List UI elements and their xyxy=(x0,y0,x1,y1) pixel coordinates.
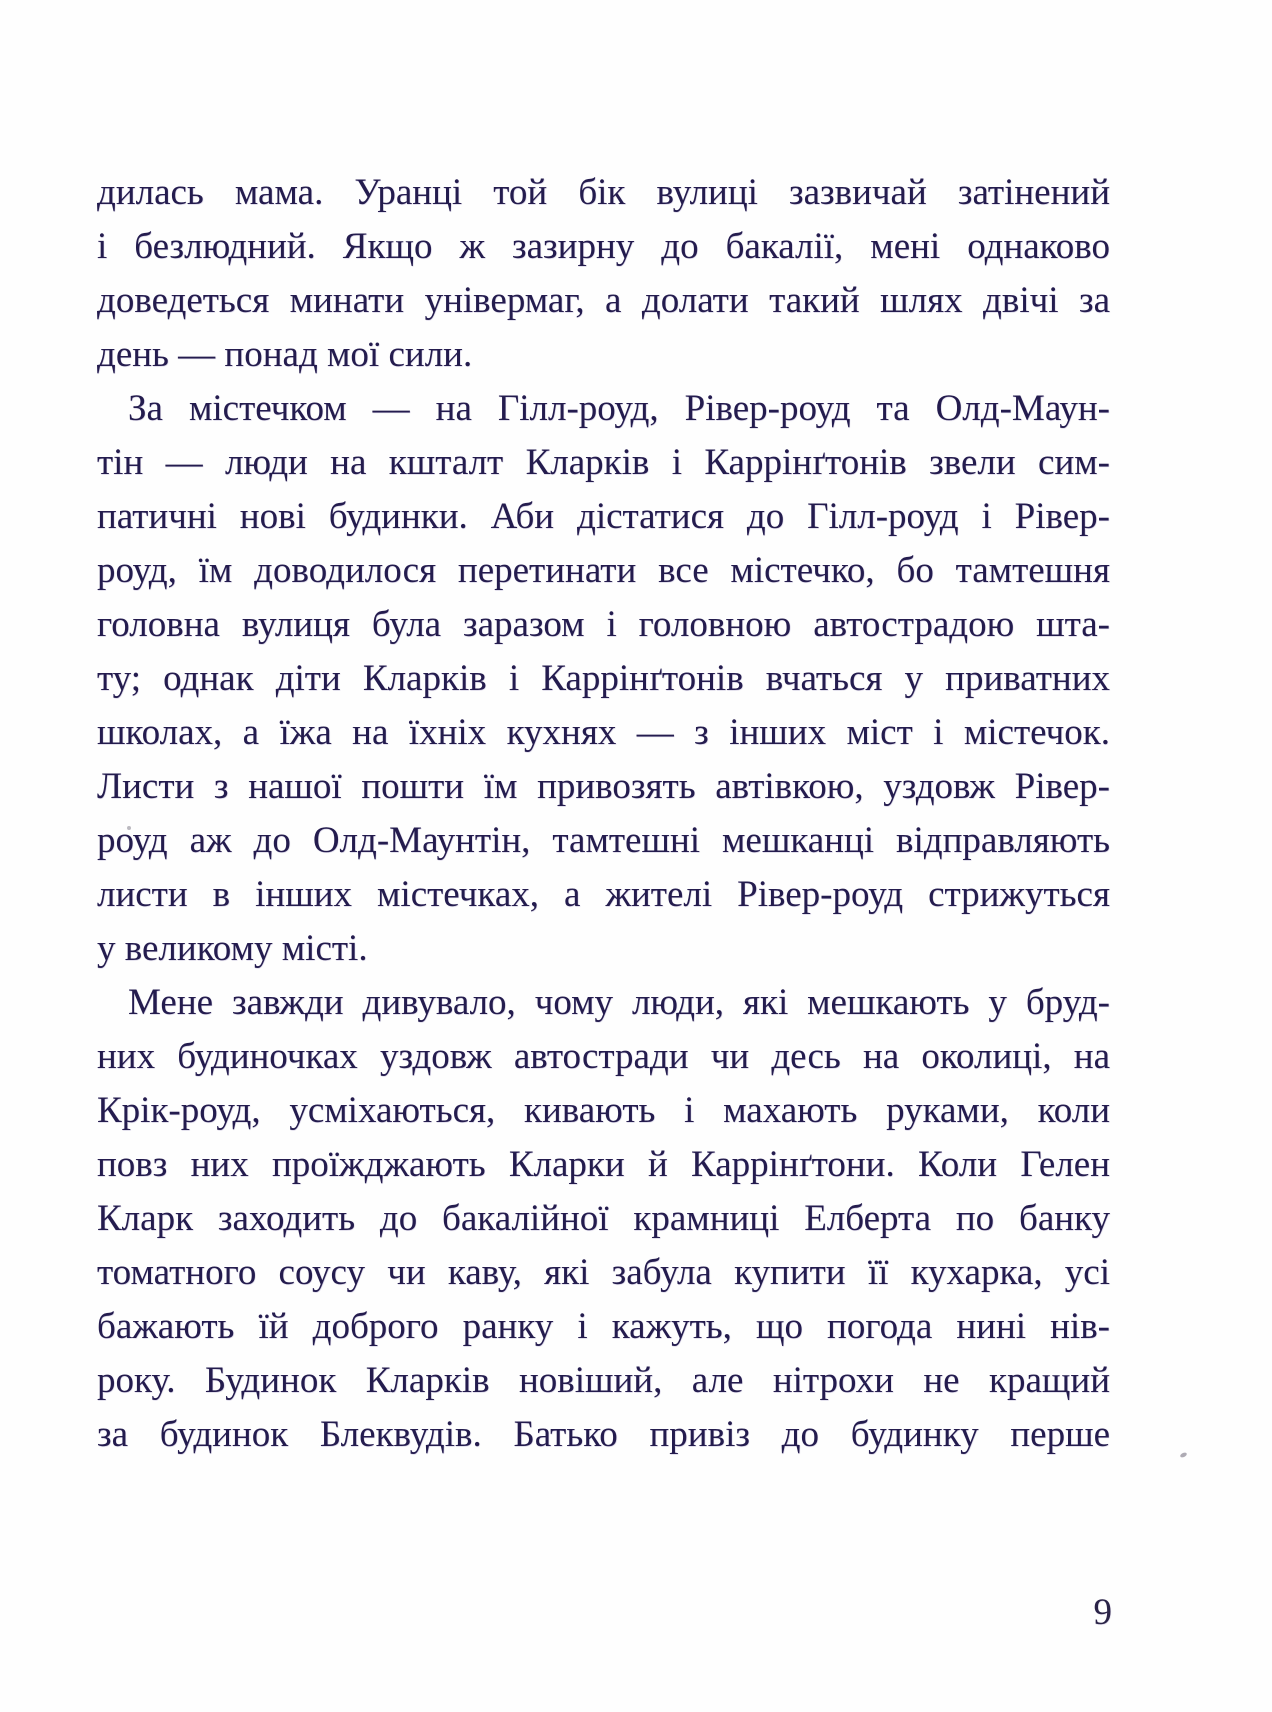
text-line: повз них проїжджають Кларки й Каррінґтони. Коли Гелен xyxy=(97,1144,1110,1185)
page-number: 9 xyxy=(1093,1592,1112,1633)
text-line: дилась мама. Уранці той бік вулиці зазвичай затінений xyxy=(97,172,1110,213)
page-body-text xyxy=(97,166,1110,1462)
text-line: За містечком — на Гілл-роуд, Рівер-роуд та Олд-Маун- xyxy=(128,388,1110,429)
text-line: Кларк заходить до бакалійної крамниці Елберта по банку xyxy=(97,1198,1110,1239)
text-line: патичні нові будинки. Аби дістатися до Гілл-роуд і Рівер- xyxy=(97,496,1110,537)
text-line: доведеться минати універмаг, а долати такий шлях двічі за xyxy=(97,280,1110,321)
text-line: головна вулиця була заразом і головною автострадою шта- xyxy=(97,604,1110,645)
text-line: бажають їй доброго ранку і кажуть, що погода нині нів- xyxy=(97,1306,1110,1347)
text-line: Крік-роуд, усміхаються, кивають і махають руками, коли xyxy=(97,1090,1110,1131)
text-line: Мене завжди дивувало, чому люди, які мешкають у бруд- xyxy=(128,982,1110,1023)
text-line: школах, а їжа на їхніх кухнях — з інших міст і містечок. xyxy=(97,712,1110,753)
text-line: листи в інших містечках, а жителі Рівер-роуд стрижуться xyxy=(97,874,1110,915)
text-line: року. Будинок Кларків новіший, але нітрохи не кращий xyxy=(97,1360,1110,1401)
scan-artifact-dot xyxy=(1179,1452,1187,1459)
text-line: них будиночках уздовж автостради чи десь на околиці, на xyxy=(97,1036,1110,1077)
text-line: тін — люди на кшталт Кларків і Каррінґтонів звели сим- xyxy=(97,442,1110,483)
text-line: роуд, їм доводилося перетинати все містечко, бо тамтешня xyxy=(97,550,1110,591)
text-line: у великому місті. xyxy=(97,928,368,969)
text-line: роуд аж до Олд-Маунтін, тамтешні мешканці відправляють xyxy=(97,820,1110,861)
text-line: томатного соусу чи каву, які забула купити її кухарка, усі xyxy=(97,1252,1110,1293)
text-line: ту; однак діти Кларків і Каррінґтонів вчаться у приватних xyxy=(97,658,1110,699)
text-line: за будинок Блеквудів. Батько привіз до будинку перше xyxy=(97,1414,1110,1455)
text-line: і безлюдний. Якщо ж зазирну до бакалії, мені однаково xyxy=(97,226,1110,267)
scan-artifact-dot xyxy=(127,826,131,830)
text-line: Листи з нашої пошти їм привозять автівкою, уздовж Рівер- xyxy=(97,766,1110,807)
text-line: день — понад мої сили. xyxy=(97,334,473,375)
